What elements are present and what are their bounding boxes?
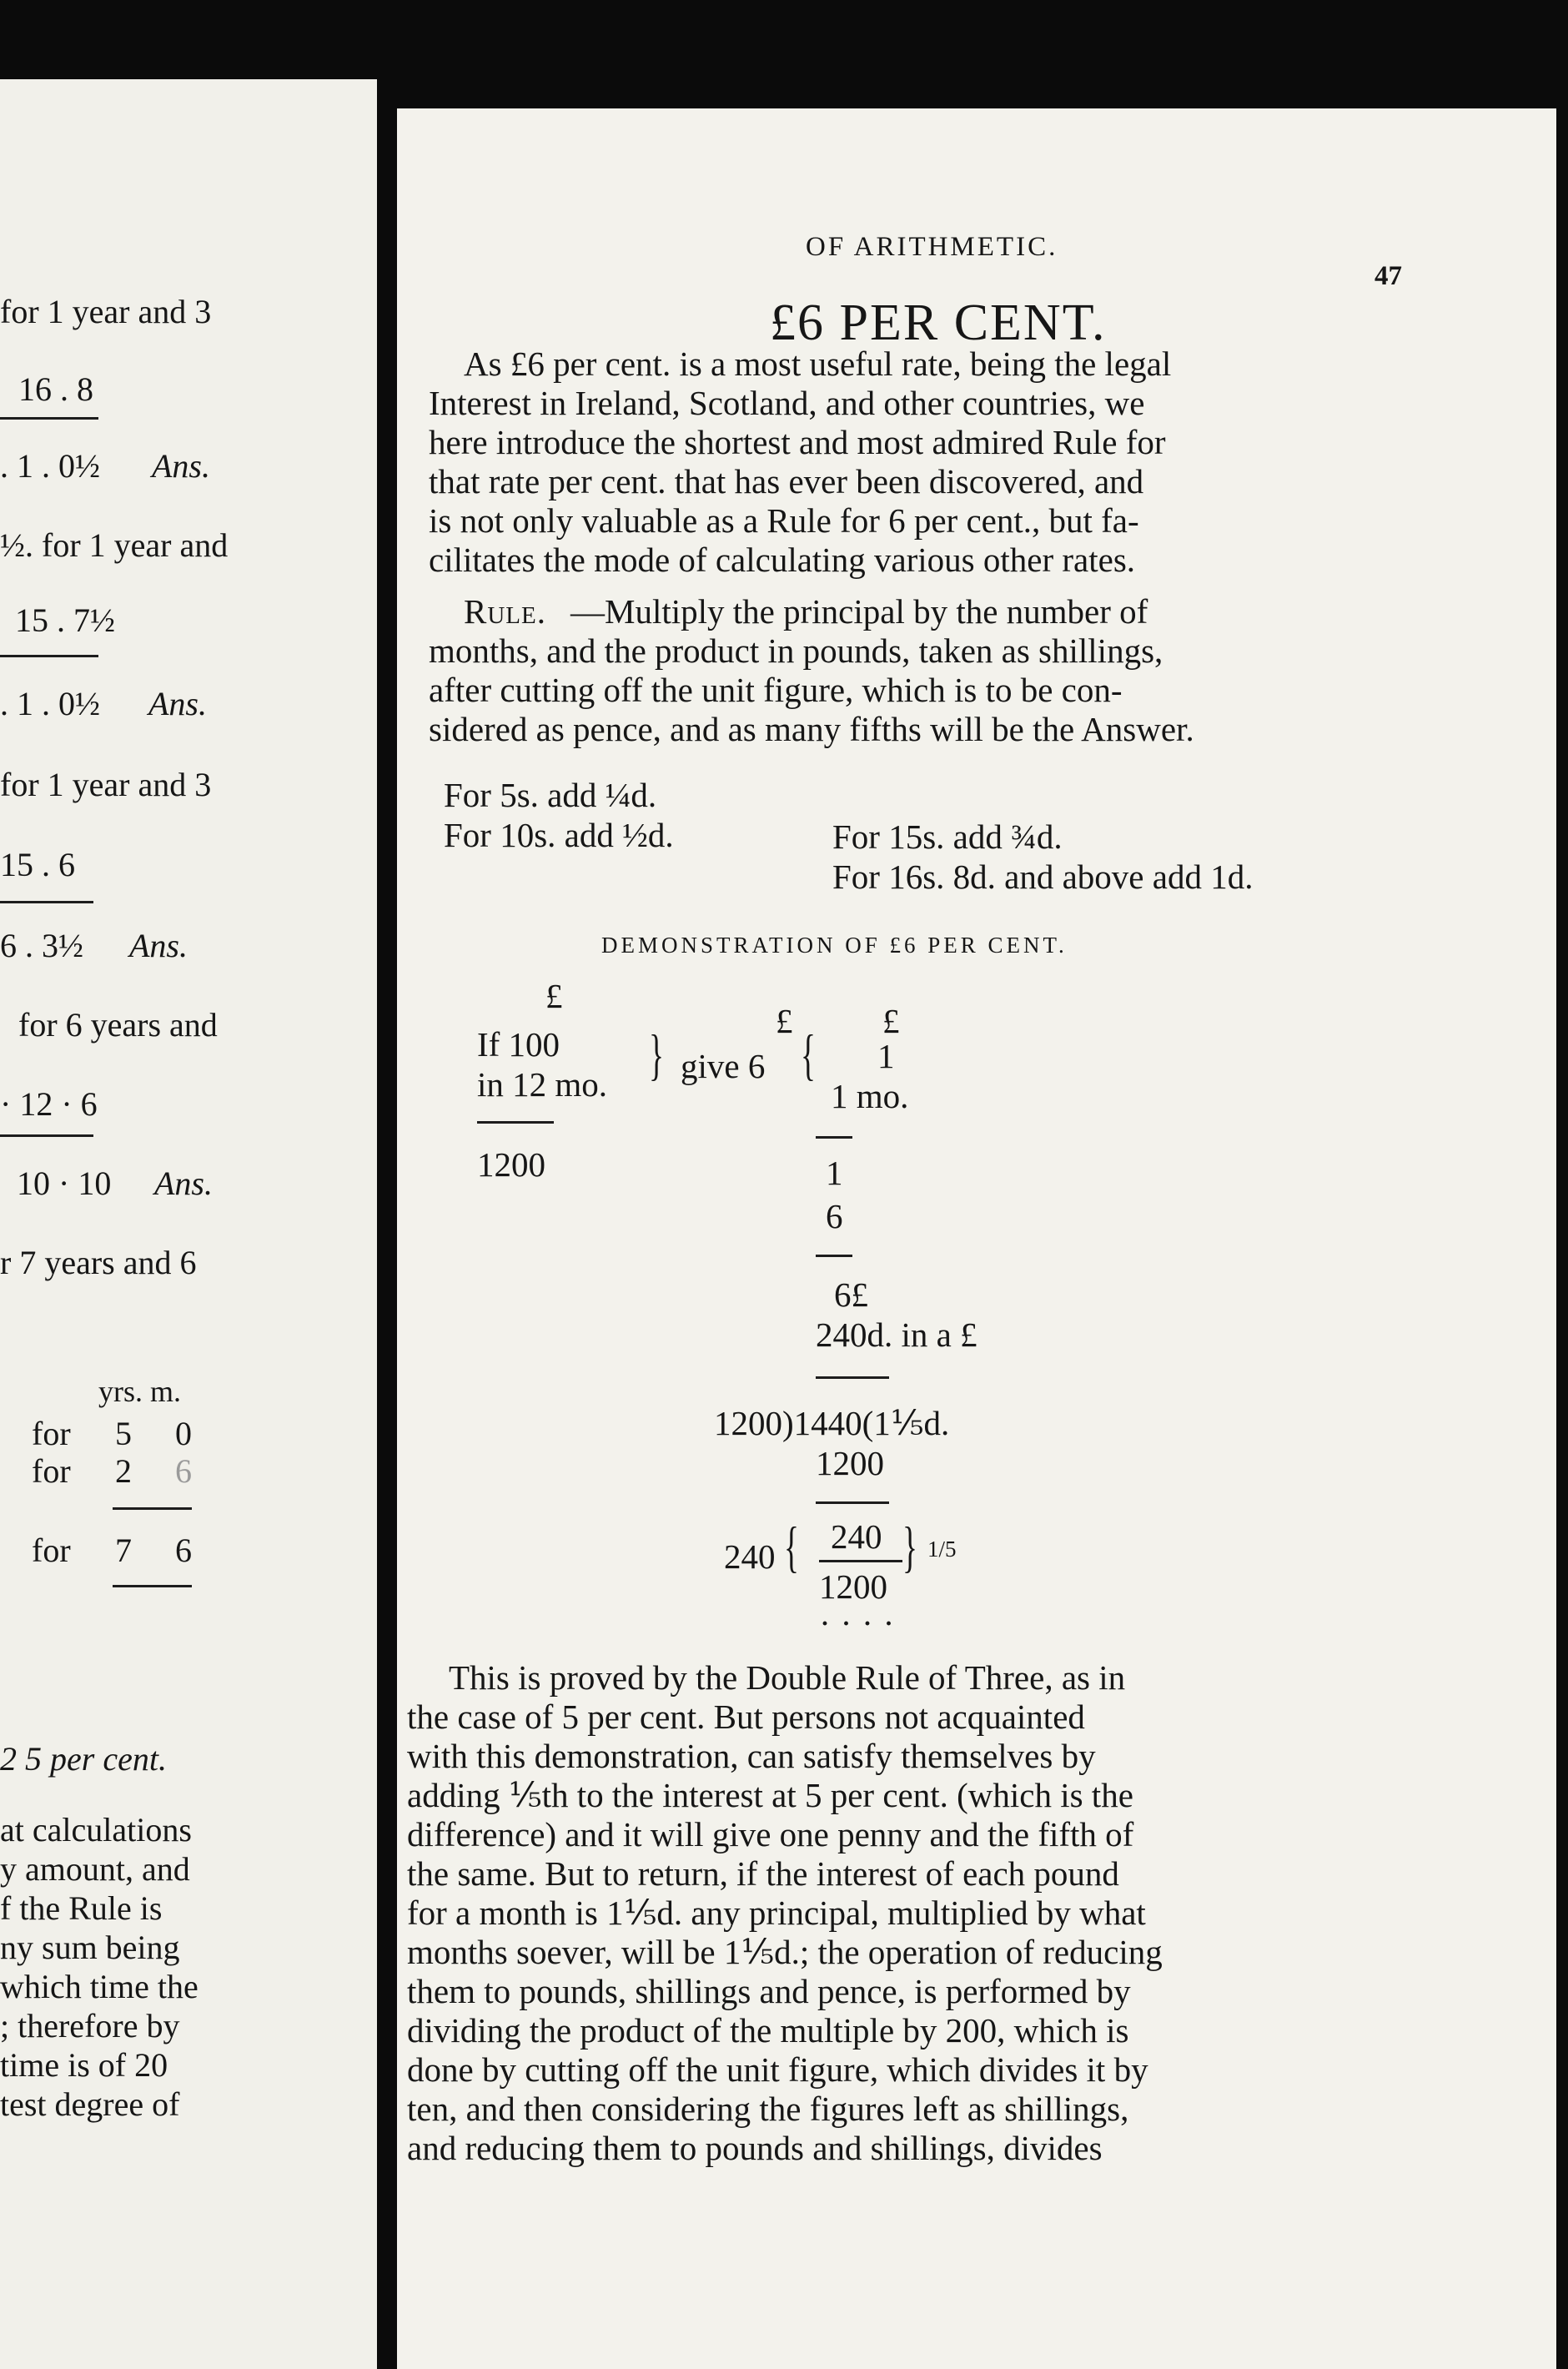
d240-in-pound: 240d. in a £ — [816, 1315, 977, 1354]
left-line: f the Rule is — [0, 1889, 163, 1927]
one: 1 — [877, 1037, 895, 1075]
left-cell: for — [32, 1415, 71, 1452]
frac-bottom: 1200 — [819, 1567, 887, 1606]
left-line: · 12 · 6 — [0, 1085, 98, 1123]
dots: · · · · — [821, 1610, 897, 1637]
left-line: 15 . 7½ — [15, 601, 115, 639]
n1200b: 1200 — [816, 1444, 884, 1482]
section-title: £6 PER CENT. — [770, 294, 1107, 351]
n1200: 1200 — [477, 1145, 545, 1184]
addition-16s: For 16s. 8d. and above add 1d. — [832, 858, 1254, 896]
page-number: 47 — [1375, 261, 1402, 291]
left-rule — [113, 1585, 192, 1587]
proof-line: dividing the product of the multiple by 200, which is — [407, 2011, 1129, 2050]
proof-line: difference) and it will give one penny and the fifth of — [407, 1815, 1134, 1853]
rule-label: Rule. — [464, 592, 546, 631]
addition-10s: For 10s. add ½d. — [444, 816, 674, 854]
proof-line: and reducing them to pounds and shillings, divides — [407, 2129, 1103, 2167]
demo-rule — [816, 1501, 889, 1504]
left-cell: for — [32, 1532, 71, 1569]
frac-top: 240 — [831, 1517, 882, 1556]
in-12-mo: in 12 mo. — [477, 1065, 608, 1104]
left-rule — [0, 655, 98, 657]
left-line: 2 5 per cent. — [0, 1740, 167, 1778]
proof-line: adding ⅕th to the interest at 5 per cent. (which is the — [407, 1776, 1133, 1814]
rule-line: sidered as pence, and as many fifths will be the Answer. — [429, 710, 1194, 748]
one-month: 1 mo. — [831, 1077, 909, 1115]
demo-rule — [816, 1255, 852, 1257]
intro-line: is not only valuable as a Rule for 6 per cent., but fa- — [429, 501, 1139, 540]
left-cell: 0 — [175, 1415, 192, 1452]
left-page — [0, 79, 377, 2369]
left-cell: 2 — [115, 1452, 132, 1490]
left-line: . 1 . 0½ — [0, 447, 100, 485]
left-line: ny sum being — [0, 1929, 180, 1966]
proof-line: for a month is 1⅕d. any principal, multiplied by what — [407, 1894, 1146, 1932]
right-brace: } — [902, 1515, 917, 1578]
left-line: y amount, and — [0, 1850, 190, 1888]
left-ans-label: Ans. — [152, 447, 210, 485]
intro-line: As £6 per cent. is a most useful rate, being the legal — [464, 345, 1172, 383]
division: 1200)1440(1⅕d. — [714, 1404, 950, 1442]
left-line: 6 . 3½ — [0, 927, 83, 964]
left-line: r 7 years and 6 — [0, 1244, 197, 1281]
demo-rule — [477, 1121, 554, 1124]
left-cell: 6 — [175, 1532, 192, 1569]
running-head: OF ARITHMETIC. — [806, 232, 1058, 262]
left-rule — [0, 901, 93, 903]
left-rule — [113, 1507, 192, 1510]
addition-5s: For 5s. add ¼d. — [444, 776, 657, 814]
rule-line: months, and the product in pounds, taken as shillings, — [429, 631, 1163, 670]
left-brace: { — [784, 1515, 799, 1578]
left-rule — [0, 417, 98, 420]
left-line: 10 · 10 — [17, 1164, 112, 1202]
proof-line: them to pounds, shillings and pence, is performed by — [407, 1972, 1131, 2010]
left-cell: 6 — [175, 1452, 192, 1490]
intro-line: here introduce the shortest and most admired Rule for — [429, 423, 1166, 461]
right-brace: } — [649, 1023, 664, 1086]
left-cell: for — [32, 1452, 71, 1490]
proof-line: ten, and then considering the figures left as shillings, — [407, 2090, 1129, 2128]
right-page — [397, 108, 1556, 2369]
left-ans-label: Ans. — [148, 685, 207, 722]
col-1: 1 — [826, 1154, 843, 1192]
addition-15s: For 15s. add ¾d. — [832, 817, 1063, 856]
proof-line: months soever, will be 1⅕d.; the operation of reducing — [407, 1933, 1163, 1971]
demonstration-heading: DEMONSTRATION OF £6 PER CENT. — [601, 933, 1068, 958]
left-line: test degree of — [0, 2085, 180, 2123]
proof-line: the same. But to return, if the interest of each pound — [407, 1854, 1119, 1893]
left-col-head: yrs. m. — [98, 1375, 181, 1408]
if-100: If 100 — [477, 1025, 560, 1064]
left-line: 16 . 8 — [18, 370, 93, 408]
pound-sign: £ — [545, 977, 563, 1015]
pound-sign: £ — [776, 1002, 793, 1040]
proof-line: This is proved by the Double Rule of Three, as in — [449, 1658, 1126, 1697]
proof-line: the case of 5 per cent. But persons not acquainted — [407, 1698, 1085, 1736]
rule-line: after cutting off the unit figure, which is to be con- — [429, 671, 1123, 709]
left-line: . 1 . 0½ — [0, 685, 100, 722]
proof-line: with this demonstration, can satisfy themselves by — [407, 1737, 1096, 1775]
frac-rule — [819, 1560, 902, 1562]
left-line: for 1 year and 3 — [0, 766, 212, 803]
left-line: ½. for 1 year and — [0, 526, 229, 564]
intro-line: Interest in Ireland, Scotland, and other countries, we — [429, 384, 1145, 422]
left-line: ; therefore by — [0, 2007, 180, 2045]
left-cell: 7 — [115, 1532, 132, 1569]
n240: 240 — [724, 1537, 776, 1576]
proof-line: done by cutting off the unit figure, which divides it by — [407, 2050, 1148, 2089]
left-brace: { — [801, 1023, 816, 1086]
left-line: which time the — [0, 1968, 199, 2005]
frac-result: 1/5 — [927, 1537, 957, 1562]
left-ans-label: Ans. — [129, 927, 188, 964]
demo-rule — [816, 1376, 889, 1379]
intro-line: that rate per cent. that has ever been discovered, and — [429, 462, 1144, 500]
left-line: 15 . 6 — [0, 846, 75, 883]
left-rule — [0, 1134, 93, 1137]
left-line: for 1 year and 3 — [0, 293, 212, 330]
left-line: time is of 20 — [0, 2046, 168, 2084]
intro-line: cilitates the mode of calculating various other rates. — [429, 541, 1136, 579]
give-6: give 6 — [681, 1047, 766, 1085]
col-6: 6 — [826, 1197, 843, 1235]
left-line: for 6 years and — [18, 1006, 218, 1044]
left-ans-label: Ans. — [154, 1164, 213, 1202]
rule-line: —Multiply the principal by the number of — [570, 592, 1148, 631]
demo-rule — [816, 1136, 852, 1139]
six-pound: 6£ — [834, 1275, 868, 1314]
pound-sign: £ — [882, 1002, 900, 1040]
left-line: at calculations — [0, 1811, 192, 1848]
left-cell: 5 — [115, 1415, 132, 1452]
